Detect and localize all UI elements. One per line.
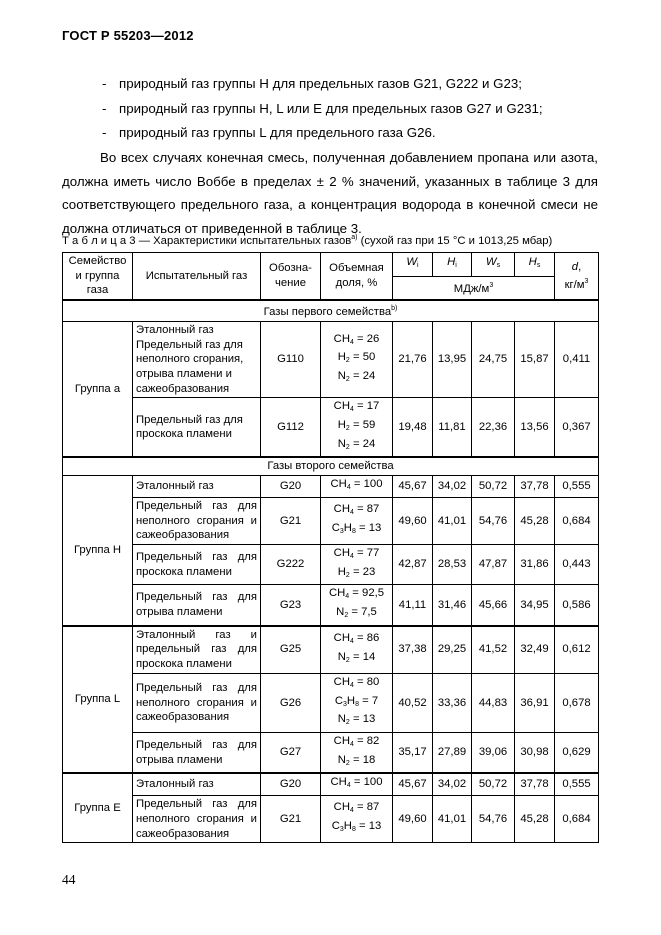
value-d: 0,684 <box>555 497 599 544</box>
value-ws: 24,75 <box>472 321 515 398</box>
value-ws: 47,87 <box>472 544 515 584</box>
table-row <box>63 773 599 795</box>
value-wi: 40,52 <box>393 673 433 732</box>
value-d: 0,612 <box>555 626 599 674</box>
gas-composition: $CH_4 = 82$ $N_2 = 18$ <box>321 732 393 773</box>
caption-tail: (сухой газ при 15 °С и 1013,25 мбар) <box>357 234 553 247</box>
gas-name: Предельный газ для проскока пламени <box>133 544 261 584</box>
value-ws: 54,76 <box>472 497 515 544</box>
value-hi: 11,81 <box>433 398 472 458</box>
gas-code: G25 <box>261 626 321 674</box>
value-ws: 22,36 <box>472 398 515 458</box>
standard-header: ГОСТ Р 55203—2012 <box>62 28 194 43</box>
header-hi <box>433 253 472 277</box>
gas-composition: $CH_4 = 26$ $H_2 = 50$ $N_2 = 24$ <box>321 321 393 398</box>
hi-symbol: H <box>447 256 456 269</box>
gas-composition: $CH_4 = 77$ $H_2 = 23$ <box>321 544 393 584</box>
value-ws: 44,83 <box>472 673 515 732</box>
value-ws: 50,72 <box>472 773 515 795</box>
gas-name: Предельный газ для неполного сгорания и сажеобразования <box>133 497 261 544</box>
gas-code: G110 <box>261 321 321 398</box>
family-note: b) <box>391 305 398 313</box>
value-wi: 35,17 <box>393 732 433 773</box>
header-row <box>63 253 599 277</box>
value-hs: 15,87 <box>515 321 555 398</box>
value-ws: 41,52 <box>472 626 515 674</box>
hs-sub: s <box>536 262 541 270</box>
list-item <box>102 121 622 146</box>
value-hs: 30,98 <box>515 732 555 773</box>
value-d: 0,586 <box>555 585 599 626</box>
gas-composition: $CH_4 = 17$ $H_2 = 59$ $N_2 = 24$ <box>321 398 393 458</box>
gas-composition: $CH_4 = 87$ $C_3H_8 = 13$ <box>321 497 393 544</box>
second-family-title: Газы второго семейства <box>63 457 599 475</box>
value-wi: 37,38 <box>393 626 433 674</box>
bullet-text: природный газ группы H, L или E для предельных газов G27 и G231; <box>119 100 543 116</box>
header-gas: Испытательный газ <box>133 253 261 301</box>
table-row <box>63 585 599 626</box>
table-caption <box>62 234 622 247</box>
header-unit-mj <box>393 277 555 301</box>
unit-mj: МДж/м <box>453 283 490 296</box>
value-hs: 45,28 <box>515 497 555 544</box>
value-d: 0,684 <box>555 796 599 843</box>
gas-characteristics-table <box>62 252 599 843</box>
gas-name: Эталонный газ <box>133 773 261 795</box>
header-code: Обозна-чение <box>261 253 321 301</box>
value-d: 0,678 <box>555 673 599 732</box>
gas-name: Предельный газ для неполного сгорания и сажеобразования <box>133 673 261 732</box>
header-volume: Объемная доля, % <box>321 253 393 301</box>
value-ws: 50,72 <box>472 476 515 498</box>
value-wi: 45,67 <box>393 773 433 795</box>
gas-code: G26 <box>261 673 321 732</box>
bullet-marker: - <box>102 100 107 116</box>
hi-sub: i <box>455 262 457 270</box>
hs-symbol: H <box>528 256 537 269</box>
value-hs: 32,49 <box>515 626 555 674</box>
gas-composition: $CH_4 = 86$ $N_2 = 14$ <box>321 626 393 674</box>
gas-code: G20 <box>261 773 321 795</box>
value-hi: 41,01 <box>433 796 472 843</box>
caption-note-mark: a) <box>351 234 358 241</box>
header-d <box>555 253 599 301</box>
family-row <box>63 300 599 321</box>
caption-label: Т а б л и ц а 3 — Характеристики испытательных газов <box>62 234 352 247</box>
value-wi: 49,60 <box>393 497 433 544</box>
table-row <box>63 796 599 843</box>
group-cell: Группа L <box>63 626 133 774</box>
paragraph-text: Во всех случаях конечная смесь, полученная добавлением пропана или азота, должна иметь число Воббе в пределах ± 2 % значений, указанных в таблице 3 для соответствующего предельного газа, а концентрация водорода в конечной смеси не должна отличаться от приведенной в таблице 3. <box>62 150 598 236</box>
d-symbol: d <box>571 260 579 273</box>
d-comma: , <box>578 260 582 273</box>
bullet-text: природный газ группы H для предельных газов G21, G222 и G23; <box>119 76 522 91</box>
group-cell: Группа H <box>63 476 133 626</box>
value-ws: 45,66 <box>472 585 515 626</box>
gas-composition: $CH_4 = 92,5$ $N_2 = 7,5$ <box>321 585 393 626</box>
value-hs: 37,78 <box>515 476 555 498</box>
value-hs: 13,56 <box>515 398 555 458</box>
bullet-marker: - <box>102 76 107 91</box>
table-row <box>63 497 599 544</box>
value-hi: 34,02 <box>433 476 472 498</box>
first-family-title <box>63 300 599 321</box>
ws-sub: s <box>496 262 501 270</box>
gas-name: Предельный газ для проскока пламени <box>133 398 261 458</box>
header-family: Семейство и группа газа <box>63 253 133 301</box>
value-hs: 34,95 <box>515 585 555 626</box>
gas-composition: $CH_4 = 87$ $C_3H_8 = 13$ <box>321 796 393 843</box>
group-cell: Группа a <box>63 321 133 457</box>
value-d: 0,555 <box>555 476 599 498</box>
table-row <box>63 398 599 458</box>
family-title: Газы первого семейства <box>263 306 392 319</box>
gas-code: G21 <box>261 497 321 544</box>
gas-code: G20 <box>261 476 321 498</box>
gas-name: Предельный газ для отрыва пламени <box>133 585 261 626</box>
wi-symbol: W <box>406 256 418 269</box>
table-row <box>63 544 599 584</box>
value-ws: 54,76 <box>472 796 515 843</box>
value-hi: 27,89 <box>433 732 472 773</box>
bullet-list <box>102 72 622 146</box>
gas-composition: $CH_4 = 80$ $C_3H_8 = 7$ $N_2 = 13$ <box>321 673 393 732</box>
value-d: 0,411 <box>555 321 599 398</box>
bullet-text: природный газ группы L для предельного газа G26. <box>119 125 436 140</box>
header-ws <box>472 253 515 277</box>
value-d: 0,629 <box>555 732 599 773</box>
table-row <box>63 732 599 773</box>
value-hs: 45,28 <box>515 796 555 843</box>
list-item <box>102 72 622 97</box>
gas-name: Эталонный газ и предельный газ для проскока пламени <box>133 626 261 674</box>
d-unit: кг/м <box>564 278 585 291</box>
value-hi: 34,02 <box>433 773 472 795</box>
unit-mj-sup: 3 <box>489 282 494 290</box>
gas-composition: $CH_4 = 100$ <box>321 476 393 498</box>
bullet-marker: - <box>102 125 107 140</box>
value-hi: 28,53 <box>433 544 472 584</box>
value-hs: 37,78 <box>515 773 555 795</box>
value-hs: 31,86 <box>515 544 555 584</box>
gas-composition: $CH_4 = 100$ <box>321 773 393 795</box>
table-row <box>63 321 599 398</box>
group-cell: Группа E <box>63 773 133 842</box>
value-hi: 31,46 <box>433 585 472 626</box>
value-wi: 41,11 <box>393 585 433 626</box>
value-hi: 13,95 <box>433 321 472 398</box>
value-wi: 49,60 <box>393 796 433 843</box>
value-wi: 21,76 <box>393 321 433 398</box>
family-row <box>63 457 599 475</box>
value-d: 0,555 <box>555 773 599 795</box>
ws-symbol: W <box>485 256 497 269</box>
value-hi: 41,01 <box>433 497 472 544</box>
d-unit-sup: 3 <box>584 277 589 285</box>
table-row <box>63 476 599 498</box>
value-d: 0,367 <box>555 398 599 458</box>
table-row <box>63 673 599 732</box>
value-hs: 36,91 <box>515 673 555 732</box>
gas-code: G27 <box>261 732 321 773</box>
gas-name: Предельный газ для отрыва пламени <box>133 732 261 773</box>
body-paragraph <box>62 146 598 240</box>
gas-code: G21 <box>261 796 321 843</box>
value-wi: 45,67 <box>393 476 433 498</box>
gas-code: G23 <box>261 585 321 626</box>
page-number: 44 <box>62 872 76 887</box>
header-hs <box>515 253 555 277</box>
gas-code: G222 <box>261 544 321 584</box>
table-row <box>63 626 599 674</box>
value-wi: 19,48 <box>393 398 433 458</box>
wi-sub: i <box>417 262 419 270</box>
header-wi <box>393 253 433 277</box>
value-hi: 33,36 <box>433 673 472 732</box>
gas-name: Предельный газ для неполного сгорания и сажеобразования <box>133 796 261 843</box>
gas-name: Эталонный газ Предельный газ для неполного сгорания, отрыва пламени и сажеобразования <box>133 321 261 398</box>
value-d: 0,443 <box>555 544 599 584</box>
value-hi: 29,25 <box>433 626 472 674</box>
gas-code: G112 <box>261 398 321 458</box>
gas-name: Эталонный газ <box>133 476 261 498</box>
value-wi: 42,87 <box>393 544 433 584</box>
list-item <box>102 97 622 122</box>
value-ws: 39,06 <box>472 732 515 773</box>
